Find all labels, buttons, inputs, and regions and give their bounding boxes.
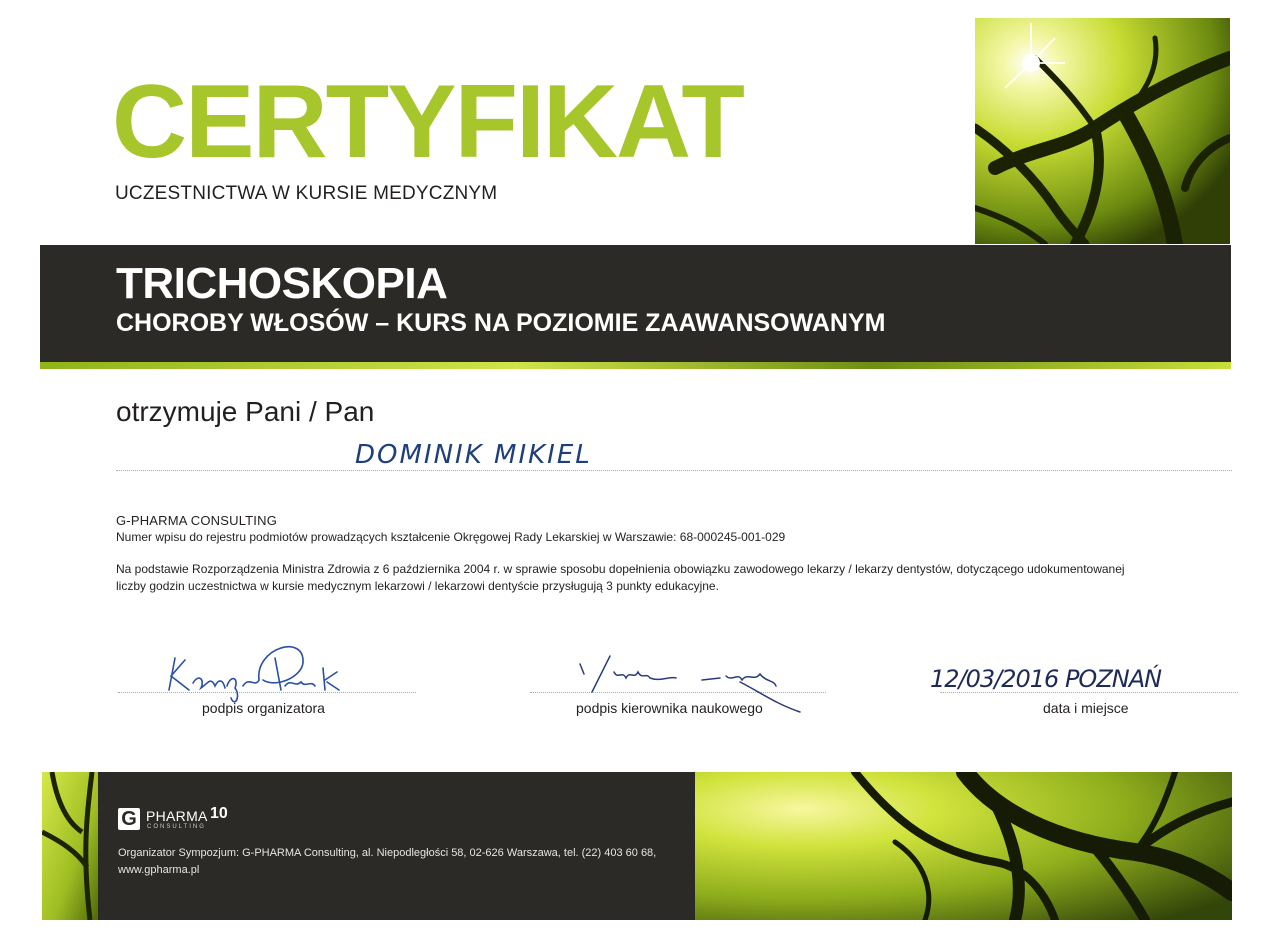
certificate-title: CERTYFIKAT [112,64,743,180]
gpharma-logo-number: 10 [210,805,228,822]
certificate-subtitle: UCZESTNICTWA W KURSIE MEDYCZNYM [115,183,498,204]
gpharma-logo-name: PHARMA [146,808,208,824]
header-photo [975,18,1230,244]
gpharma-logo-sub: CONSULTING [147,824,206,830]
course-subtitle: CHOROBY WŁOSÓW – KURS NA POZIOMIE ZAAWANSOWANYM [116,309,886,337]
scientific-signature-label: podpis kierownika naukowego [576,700,763,716]
organizer-name: G-PHARMA CONSULTING [116,513,278,528]
footer-left-photo [42,772,98,920]
date-place-label: data i miejsce [1043,700,1129,716]
gpharma-logo-letter: G [121,808,137,830]
organizer-signature-label: podpis organizatora [202,700,325,716]
legal-text: Na podstawie Rozporządzenia Ministra Zdrowia z 6 października 2004 r. w sprawie sposobu dopełnienia obowiązku zawodowego lekarzy / lekarzy dentystów, dotyczącego udokumentowanej liczby godzin uczestnictwa w kursie medycznym lekarzowi / lekarzowi dentyście przysługują 3 punkty edukacyjne. [116,562,1125,593]
footer-right-photo [695,772,1232,920]
recipient-label: otrzymuje Pani / Pan [116,396,375,427]
organizer-registry: Numer wpisu do rejestru podmiotów prowadzących kształcenie Okręgowej Rady Lekarskiej w Warszawie: 68-000245-001-029 [116,530,786,544]
recipient-name: DOMINIK MIKIEL [355,440,592,470]
course-title: TRICHOSKOPIA [116,259,448,308]
footer-website[interactable]: www.gpharma.pl [118,864,200,876]
course-band-accent [40,362,1231,369]
footer-address: Organizator Sympozjum: G-PHARMA Consulting, al. Niepodległości 58, 02-626 Warszawa, tel. (22) 403 60 68, [118,847,657,859]
recipient-name-line [116,470,1232,471]
date-place-value: 12/03/2016 POZNAŃ [930,665,1162,693]
